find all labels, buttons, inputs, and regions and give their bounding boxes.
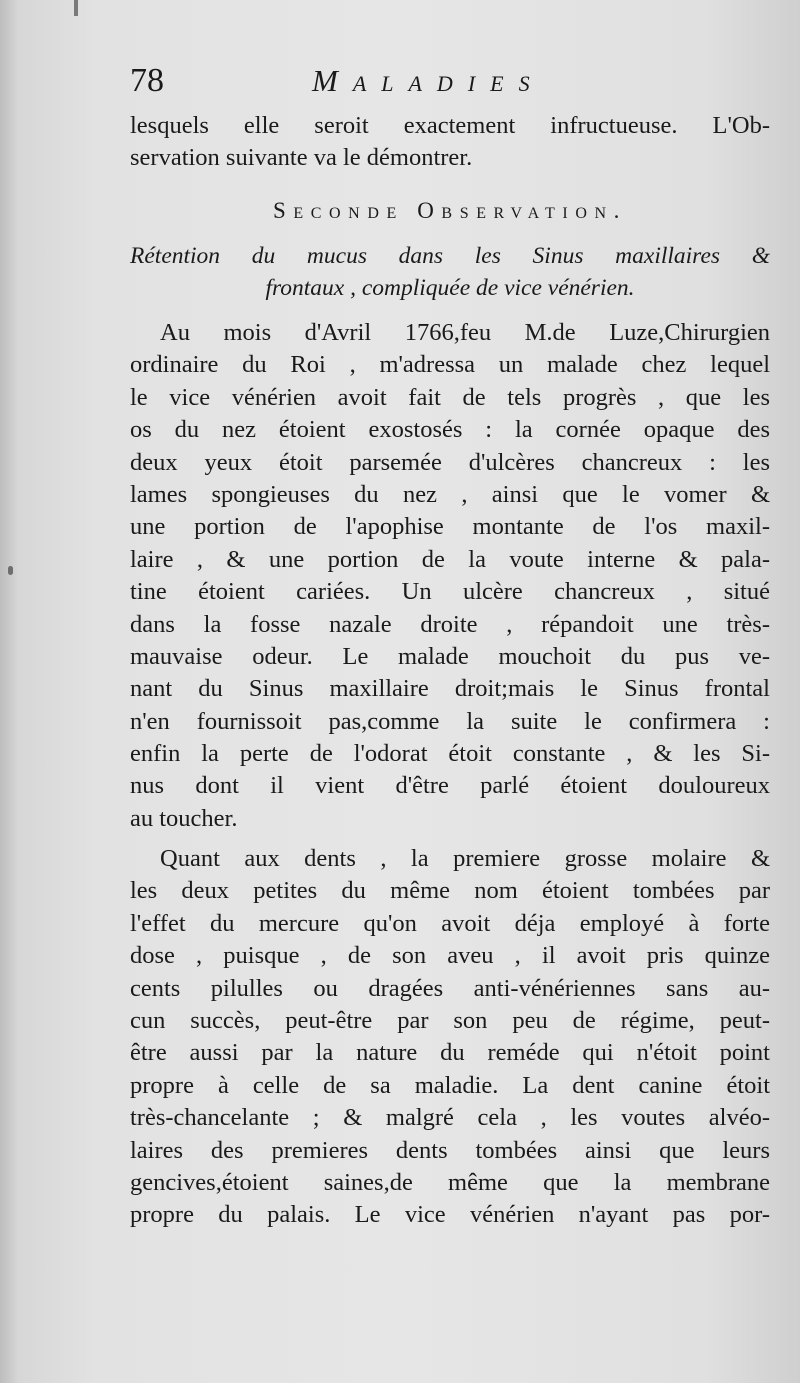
subtitle-line: Rétention du mucus dans les Sinus maxillaires &: [130, 243, 770, 269]
text-line: propre à celle de sa maladie. La dent canine étoit: [130, 1071, 770, 1099]
page-header: [130, 58, 770, 104]
text-line: dans la fosse nazale droite , répandoit une très-: [130, 610, 770, 638]
text-line: propre du palais. Le vice vénérien n'ayant pas por-: [130, 1201, 770, 1229]
text-line: nus dont il vient d'être parlé étoient douloureux: [130, 772, 770, 800]
top-paragraph: [130, 110, 770, 175]
text-line: servation suivante va le démontrer.: [130, 144, 473, 172]
text-line: l'effet du mercure qu'on avoit déja employé à forte: [130, 909, 770, 937]
text-line: Quant aux dents , la premiere grosse molaire &: [160, 845, 770, 872]
subtitle-line: frontaux , compliquée de vice vénérien.: [265, 275, 635, 302]
text-line: dose , puisque , de son aveu , il avoit pris quinze: [130, 942, 770, 970]
text-line: n'en fournissoit pas,comme la suite le confirmera :: [130, 707, 770, 735]
text-line: très-chancelante ; & malgré cela , les voutes alvéo-: [130, 1104, 770, 1132]
text-line: être aussi par la nature du reméde qui n'étoit point: [130, 1039, 770, 1067]
running-head: Maladies: [312, 63, 545, 98]
text-line: deux yeux étoit parsemée d'ulcères chancreux : les: [130, 448, 770, 476]
text-line: les deux petites du même nom étoient tombées par: [130, 877, 770, 905]
text-line: nant du Sinus maxillaire droit;mais le Sinus frontal: [130, 675, 770, 703]
text-line: au toucher.: [130, 804, 238, 832]
text-line: mauvaise odeur. Le malade mouchoit du pus ve-: [130, 642, 770, 670]
text-line: gencives,étoient saines,de même que la membrane: [130, 1168, 770, 1196]
text-line: cun succès, peut-être par son peu de régime, peut-: [130, 1006, 770, 1034]
text-line: laires des premieres dents tombées ainsi que leurs: [130, 1136, 770, 1164]
text-line: Au mois d'Avril 1766,feu M.de Luze,Chirurgien: [160, 319, 770, 346]
paragraph-1: [130, 317, 770, 835]
text-line: ordinaire du Roi , m'adressa un malade chez lequel: [130, 351, 770, 379]
ink-speck: [8, 566, 13, 575]
text-line: une portion de l'apophise montante de l'os maxil-: [130, 513, 770, 541]
text-line: lesquels elle seroit exactement infructueuse. L'Ob-: [130, 112, 770, 139]
page-gutter-shadow: [0, 0, 18, 1383]
page-number: 78: [130, 62, 164, 99]
paragraph-2: [130, 843, 770, 1232]
text-line: enfin la perte de l'odorat étoit constante , & les Si-: [130, 740, 770, 768]
section-title: Seconde Observation.: [272, 198, 627, 223]
binding-mark: [74, 0, 78, 16]
text-line: laire , & une portion de la voute interne & pala-: [130, 545, 770, 573]
text-line: tine étoient cariées. Un ulcère chancreux , situé: [130, 578, 770, 606]
text-line: le vice vénérien avoit fait de tels progrès , que les: [130, 383, 770, 411]
text-line: lames spongieuses du nez , ainsi que le vomer &: [130, 480, 770, 508]
text-line: os du nez étoient exostosés : la cornée opaque des: [130, 416, 770, 444]
text-line: cents pilulles ou dragées anti-vénériennes sans au-: [130, 974, 770, 1002]
observation-subtitle: [130, 240, 770, 305]
